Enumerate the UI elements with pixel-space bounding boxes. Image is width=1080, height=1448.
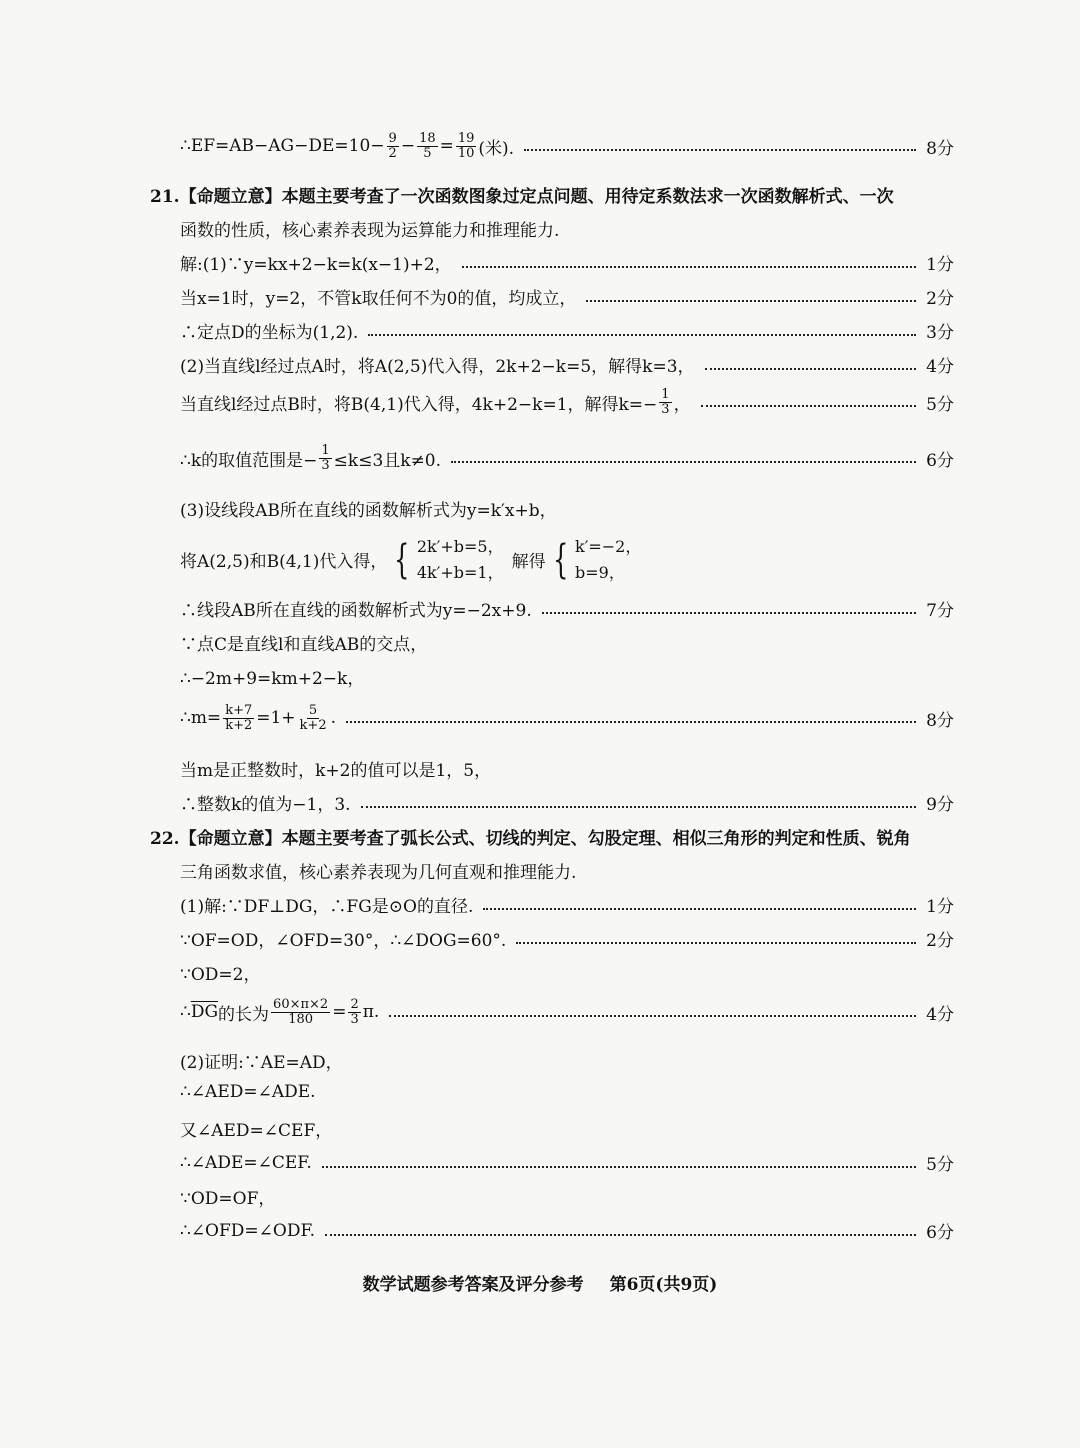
answer-line: ∴k的取值范围是− $\frac{1}{3}$ ≤k≤3且k≠0. 6分 <box>180 443 954 473</box>
q21-heading: 21.【命题立意】本题主要考查了一次函数图象过定点问题、用待定系数法求一次函数解析式、一次 <box>150 187 894 207</box>
answer-line-system: 将A(2,5)和B(4,1)代入得， { 2k′+b=5， 4k′+b=1， 解得 { k′=−2， b=9， <box>180 534 954 585</box>
score: 6分 <box>926 450 954 471</box>
leader-dots <box>451 461 916 463</box>
fraction: $\frac{9}{2}$ <box>388 131 397 161</box>
score: 3分 <box>926 323 954 343</box>
answer-line: ∴∠OFD=∠ODF. 6分 <box>180 1218 954 1243</box>
leader-dots <box>346 721 916 723</box>
score: 2分 <box>926 931 954 951</box>
answer-line: ∴整数k的值为−1，3. 9分 <box>180 790 954 815</box>
leader-dots <box>325 1234 916 1236</box>
leader-dots <box>483 908 916 910</box>
fraction: $\frac{60\times\pi\times 2}{180}$ <box>273 997 329 1027</box>
leader-dots <box>389 1015 916 1017</box>
answer-line: (3)设线段AB所在直线的函数解析式为y=k′x+b， <box>180 501 557 521</box>
leader-dots <box>705 368 917 370</box>
score: 2分 <box>926 289 954 309</box>
answer-line: ∵OD=2， <box>180 965 261 985</box>
answer-line: ∵点C是直线l和直线AB的交点， <box>180 635 428 655</box>
score: 6分 <box>926 1223 954 1243</box>
fraction: $\frac{18}{5}$ <box>419 131 436 161</box>
answer-line: ∴m= $\frac{k+7}{k+2}$ =1+ $\frac{5}{k+2}$ . 8分 <box>180 703 954 733</box>
left-brace: { <box>552 536 568 583</box>
answer-line: ∴∠AED=∠ADE. <box>180 1082 316 1102</box>
fraction: $\frac{k+7}{k+2}$ <box>225 703 253 733</box>
score: 1分 <box>926 255 954 275</box>
leader-dots <box>516 942 916 944</box>
fraction: $\frac{19}{10}$ <box>457 131 475 161</box>
answer-line: (2)证明:∵AE=AD， <box>180 1053 343 1073</box>
leader-dots <box>462 266 917 268</box>
fraction: $\frac{5}{k+2}$ <box>299 703 327 733</box>
score: 5分 <box>926 394 954 415</box>
leader-dots <box>542 612 916 614</box>
q22-heading-cont: 三角函数求值，核心素养表现为几何直观和推理能力. <box>180 863 577 883</box>
answer-line: (2)当直线l经过点A时，将A(2,5)代入得，2k+2−k=5，解得k=3， 4分 <box>180 352 954 377</box>
score: 5分 <box>926 1155 954 1175</box>
leader-dots <box>524 149 916 151</box>
fraction: $\frac{2}{3}$ <box>350 997 359 1027</box>
answer-line: 当x=1时，y=2，不管k取任何不为0的值，均成立， 2分 <box>180 284 954 309</box>
answer-line: (1)解:∵DF⊥DG，∴FG是⊙O的直径. 1分 <box>180 892 954 917</box>
footer-page-number: 第6页(共9页) <box>609 1275 718 1295</box>
answer-line: ∴定点D的坐标为(1,2). 3分 <box>180 318 954 343</box>
answer-line: ∴ $\overline{DG}$ 的长为 $\frac{60\times\pi\times 2}{180}$ = $\frac{2}{3}$ π. 4分 <box>180 997 954 1027</box>
line-ef: ∴EF=AB−AG−DE=10− $\frac{9}{2}$ − $\frac{18}{5}$ = $\frac{19}{10}$ (米). 8分 <box>180 131 954 161</box>
leader-dots <box>361 806 917 808</box>
answer-line: ∴∠ADE=∠CEF. 5分 <box>180 1150 954 1175</box>
fraction: $\frac{1}{3}$ <box>321 443 330 473</box>
leader-dots <box>586 300 916 302</box>
score: 1分 <box>926 897 954 917</box>
equation-system: 2k′+b=5， 4k′+b=1， <box>416 537 504 582</box>
leader-dots <box>368 334 916 336</box>
answer-line: 解:(1)∵y=kx+2−k=k(x−1)+2， 1分 <box>180 250 954 275</box>
answer-line: 当直线l经过点B时，将B(4,1)代入得，4k+2−k=1，解得k=− $\frac{1}{3}$ ， 5分 <box>180 387 954 417</box>
q21-heading-cont: 函数的性质，核心素养表现为运算能力和推理能力. <box>180 221 560 241</box>
equation-system: k′=−2， b=9， <box>575 537 642 582</box>
score: 8分 <box>926 138 954 159</box>
footer-title: 数学试题参考答案及评分参考 <box>362 1275 584 1295</box>
answer-line: ∵OF=OD，∠OFD=30°，∴∠DOG=60°. 2分 <box>180 926 954 951</box>
arc-dg: $\overline{DG}$ <box>190 1002 219 1023</box>
q22-heading: 22.【命题立意】本题主要考查了弧长公式、切线的判定、勾股定理、相似三角形的判定和性质、锐角 <box>150 829 911 849</box>
answer-line: ∴−2m+9=km+2−k， <box>180 669 365 689</box>
page-footer <box>0 1270 1080 1295</box>
answer-line: 当m是正整数时，k+2的值可以是1，5， <box>180 761 492 781</box>
answer-line: ∵OD=OF， <box>180 1189 276 1209</box>
score: 9分 <box>926 795 954 815</box>
score: 8分 <box>926 710 954 731</box>
left-brace: { <box>394 536 410 583</box>
answer-line: 又∠AED=∠CEF， <box>180 1121 333 1141</box>
score: 7分 <box>926 601 954 621</box>
answer-line: ∴线段AB所在直线的函数解析式为y=−2x+9. 7分 <box>180 596 954 621</box>
leader-dots <box>322 1166 916 1168</box>
fraction: $\frac{1}{3}$ <box>661 387 670 417</box>
score: 4分 <box>926 357 954 377</box>
score: 4分 <box>926 1004 954 1025</box>
leader-dots <box>701 405 917 407</box>
